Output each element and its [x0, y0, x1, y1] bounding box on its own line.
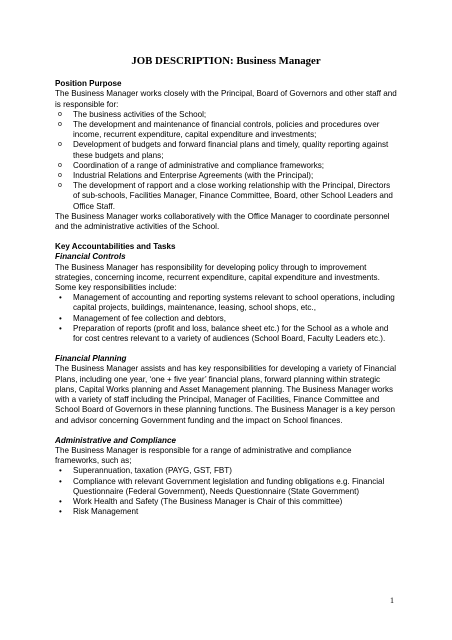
circle-bullet-icon: o	[58, 182, 62, 190]
admin-compliance-intro: The Business Manager is responsible for a range of administrative and compliance frameworks, such as;	[55, 445, 352, 466]
list-item: • Management of fee collection and debtors,	[59, 313, 226, 323]
circle-bullet-icon: o	[58, 141, 62, 149]
subheading-admin-compliance: Administrative and Compliance	[55, 435, 176, 445]
list-item: • Superannuation, taxation (PAYG, GST, FBT)	[59, 466, 232, 476]
position-purpose-closing: The Business Manager works collaboratively with the Office Manager to coordinate personnel and the administrative activities of the School.	[55, 211, 390, 232]
bullet-icon: •	[59, 313, 62, 323]
list-item: o The development and maintenance of financial controls, policies and procedures over income, recurrent expenditure, capital expenditure and investments;	[58, 120, 380, 140]
circle-bullet-icon: o	[58, 121, 62, 129]
list-item: • Compliance with relevant Government legislation and funding obligations e.g. Financial Questionnaire (Federal Government), Needs Questionnaire (State Government)	[59, 476, 385, 496]
page-number: 1	[390, 596, 394, 605]
list-item: o The business activities of the School;	[58, 109, 207, 119]
bullet-icon: •	[59, 507, 62, 517]
bullet-icon: •	[59, 293, 62, 303]
section-heading-key-accountabilities: Key Accountabilities and Tasks	[55, 242, 176, 252]
bullet-icon: •	[59, 476, 62, 486]
list-item: o Development of budgets and forward financial plans and timely, quality reporting against these budgets and plans;	[58, 140, 389, 160]
page-title: JOB DESCRIPTION: Business Manager	[131, 55, 321, 67]
section-heading-position-purpose: Position Purpose	[55, 79, 122, 89]
circle-bullet-icon: o	[58, 110, 62, 118]
admin-compliance-list	[55, 466, 397, 517]
list-item: • Risk Management	[59, 507, 139, 517]
financial-controls-intro: The Business Manager has responsibility for developing policy through to improvement strategies, concerning income, recurrent expenditure, capital expenditure and investments. Some key responsibilities include:	[55, 262, 380, 293]
bullet-icon: •	[59, 496, 62, 506]
financial-planning-body: The Business Manager assists and has key responsibilities for developing a variety of Financial Plans, including one year, ‘one + five year’ financial plans, forward planning within strategic plans, Capital Works planning and Asset Management planning. The Business Manager works with a variety of staff including the Principal, Manager of Facilities, Finance Committee and School Board of Governors in these planning functions. The Business Manager is a key person and advisor concerning Government funding and the impact on School finances.	[55, 364, 397, 425]
circle-bullet-icon: o	[58, 172, 62, 180]
document-body	[55, 56, 397, 517]
list-item: o The development of rapport and a close working relationship with the Principal, Directors of sub-schools, Facilities Manager, Finance Committee, Board, other School Leaders and Office Staff.	[58, 181, 393, 211]
list-item: • Management of accounting and reporting systems relevant to school operations, including capital projects, buildings, maintenance, leasing, school shops, etc.,	[59, 293, 395, 313]
position-purpose-list	[55, 110, 397, 212]
list-item: • Preparation of reports (profit and loss, balance sheet etc.) for the School as a whole and for cost centres relevant to a variety of audiences (School Board, Faculty Leaders etc.).	[59, 323, 389, 344]
financial-controls-list	[55, 293, 397, 344]
bullet-icon: •	[59, 466, 62, 476]
bullet-icon: •	[59, 323, 62, 333]
list-item: • Work Health and Safety (The Business Manager is Chair of this committee)	[59, 496, 343, 506]
subheading-financial-planning: Financial Planning	[55, 354, 127, 364]
list-item: o Coordination of a range of administrative and compliance frameworks;	[58, 160, 325, 170]
subheading-financial-controls: Financial Controls	[55, 252, 126, 262]
position-purpose-intro: The Business Manager works closely with the Principal, Board of Governors and other staff and is responsible for:	[55, 89, 397, 109]
list-item: o Industrial Relations and Enterprise Agreements (with the Principal);	[58, 171, 314, 181]
circle-bullet-icon: o	[58, 161, 62, 169]
